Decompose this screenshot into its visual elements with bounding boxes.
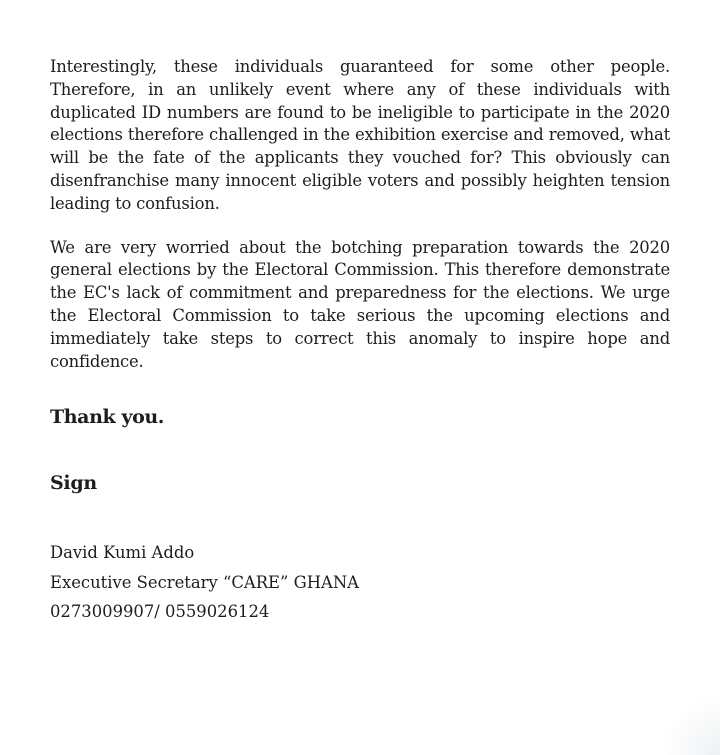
closing-text: Thank you. bbox=[50, 406, 164, 428]
body-paragraph-2: We are very worried about the botching preparation towards the 2020 general elections by the Electoral Commission. This therefore demonstrate the EC's lack of commitment and preparedness for the elections. We urge the Electoral Commission to take serious the upcoming elections and immediately take steps to correct this anomaly to inspire hope and confidence. bbox=[50, 237, 670, 371]
signatory-phone: 0273009907/ 0559026124 bbox=[50, 602, 270, 621]
signatory-name: David Kumi Addo bbox=[50, 543, 195, 562]
page-corner-shadow bbox=[660, 695, 720, 755]
signatory-title: Executive Secretary “CARE” GHANA bbox=[50, 572, 360, 592]
sign-label: Sign bbox=[50, 472, 97, 494]
body-paragraph-1: Interestingly, these individuals guaranteed for some other people. Therefore, in an unlikely event where any of these individuals with duplicated ID numbers are found to be ineligible to participate in the 2020 elections therefore challenged in the exhibition exercise and removed, what will be the fate of the applicants they vouched for? This obviously can disenfranchise many innocent eligible voters and possibly heighten tension leading to confusion. bbox=[50, 57, 670, 213]
document-page bbox=[50, 56, 670, 621]
signature-block bbox=[50, 538, 359, 627]
